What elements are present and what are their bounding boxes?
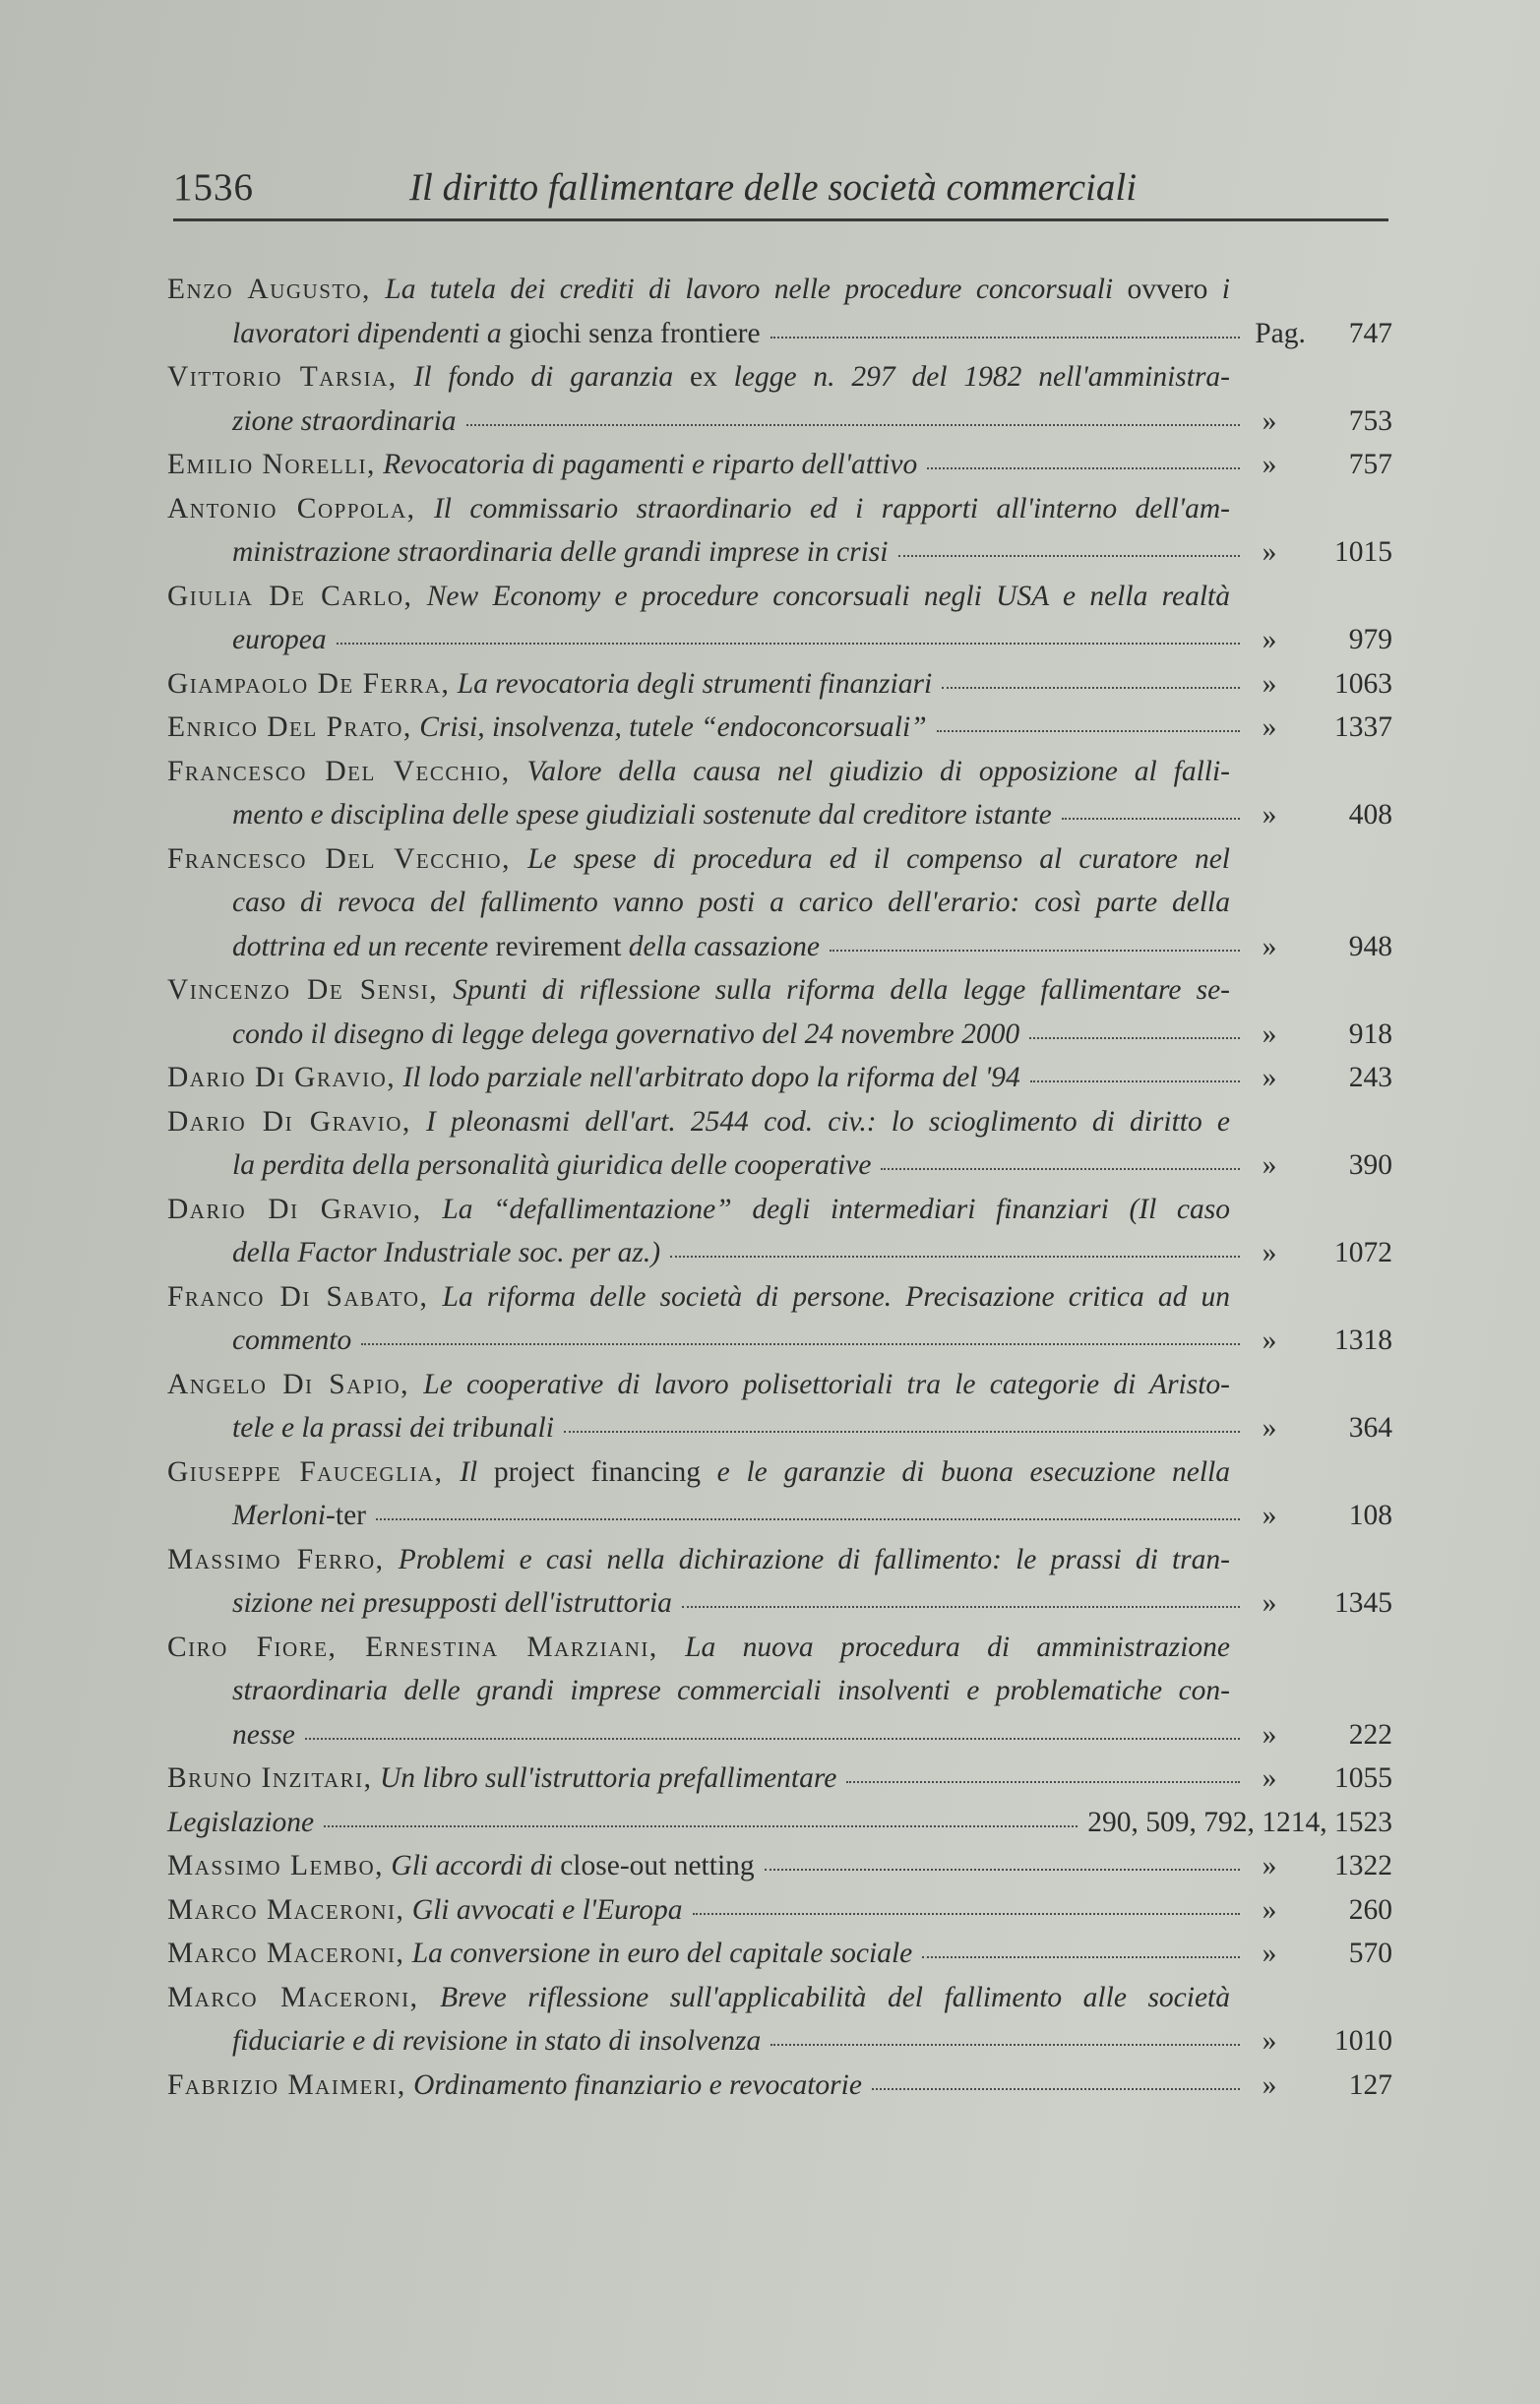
toc-entry xyxy=(167,1100,1392,1188)
page-header xyxy=(173,159,1388,216)
entry-title-segment: Legislazione xyxy=(167,1806,315,1838)
entry-author: Franco Di Sabato, xyxy=(167,1280,429,1313)
toc-entry xyxy=(167,1275,1392,1363)
entry-author: Fabrizio Maimeri, xyxy=(167,2068,406,2101)
entry-title-segment: La “defallimentazione” degli intermediari finanziari (Il caso xyxy=(442,1193,1231,1225)
entry-title-segment: project financing xyxy=(477,1455,717,1488)
entry-title-segment: La riforma delle società di persone. Precisazione critica ad un xyxy=(442,1280,1231,1313)
page-marker: » xyxy=(1262,1850,1277,1881)
page-marker: Pag. xyxy=(1255,317,1306,349)
entry-title-segment: Il fondo di garanzia xyxy=(413,361,674,393)
entry-author: Enzo Augusto, xyxy=(167,274,371,305)
entry-title-segment: Le cooperative di lavoro polisettoriali tra le categorie di Aristo- xyxy=(423,1368,1230,1400)
dot-leader xyxy=(922,1956,1240,1958)
page-reference: 1015 xyxy=(1334,536,1392,568)
page-marker: » xyxy=(1262,536,1277,568)
page-reference: 1318 xyxy=(1334,1325,1392,1356)
page-marker: » xyxy=(1262,799,1277,831)
page-marker: » xyxy=(1262,1718,1277,1751)
page-reference: 408 xyxy=(1348,799,1392,831)
running-title: Il diritto fallimentare delle società commerciali xyxy=(409,166,1138,209)
entry-title-segment: la perdita della personalità giuridica delle cooperative xyxy=(232,1149,872,1181)
toc-entry xyxy=(167,1450,1392,1538)
table-of-contents xyxy=(167,268,1392,2107)
entry-title-segment: sizione nei presupposti dell'istruttoria xyxy=(232,1587,672,1619)
dot-leader xyxy=(324,1825,1078,1827)
entry-title-segment: caso di revoca del fallimento vanno posti a carico dell'erario: così parte della xyxy=(232,887,1230,918)
entry-title-segment: I pleonasmi dell'art. 2544 cod. civ.: lo scioglimento di diritto e xyxy=(425,1105,1231,1138)
entry-title-segment: Le spese di procedura ed il compenso al curatore nel xyxy=(527,842,1231,875)
toc-entry xyxy=(167,1056,1392,1100)
toc-entry xyxy=(167,1626,1392,1757)
page-marker: » xyxy=(1262,667,1277,700)
page-reference: 753 xyxy=(1348,404,1392,437)
toc-entry xyxy=(167,1801,1392,1845)
entry-title-segment: legge n. 297 del 1982 nell'amministra- xyxy=(733,361,1231,393)
page-marker: » xyxy=(1262,1893,1277,1926)
page-marker: » xyxy=(1262,1587,1277,1619)
dot-leader xyxy=(765,1869,1240,1871)
entry-title-segment: dottrina ed un recente xyxy=(232,930,496,962)
entry-title-segment: europea xyxy=(232,624,327,655)
entry-title-segment: La conversione in euro del capitale sociale xyxy=(411,1938,913,1969)
toc-entry xyxy=(167,355,1392,443)
dot-leader xyxy=(1029,1037,1240,1039)
page-marker: » xyxy=(1262,1938,1277,1969)
entry-author: Angelo Di Sapio, xyxy=(167,1368,410,1400)
entry-title-segment: Ordinamento finanziario e revocatorie xyxy=(413,2068,862,2101)
toc-entry xyxy=(167,706,1392,750)
dot-leader xyxy=(830,950,1240,952)
entry-title-segment: ter xyxy=(335,1500,366,1531)
entry-title-segment: nesse xyxy=(232,1718,295,1751)
entry-author: Enrico Del Prato, xyxy=(167,711,412,743)
entry-title-segment: fiduciarie e di revisione in stato di insolvenza xyxy=(232,2025,762,2057)
toc-entry xyxy=(167,2064,1392,2108)
entry-title-segment: Valore della causa nel giudizio di opposizione al falli- xyxy=(526,755,1231,787)
entry-title-segment: Revocatoria di pagamenti e riparto dell'attivo xyxy=(383,449,918,480)
entry-author: Massimo Lembo, xyxy=(167,1850,385,1881)
page-reference: 290, 509, 792, 1214, 1523 xyxy=(1087,1806,1392,1838)
entry-title-segment: La nuova procedura di amministrazione xyxy=(685,1631,1231,1663)
toc-entry xyxy=(167,750,1392,837)
dot-leader xyxy=(564,1431,1240,1433)
entry-author: Francesco Del Vecchio, xyxy=(167,842,511,875)
entry-author: Marco Maceroni, xyxy=(167,1893,405,1926)
entry-title-segment: ovvero xyxy=(1113,274,1222,305)
page-marker: » xyxy=(1262,1500,1277,1531)
dot-leader xyxy=(361,1343,1240,1345)
header-rule xyxy=(173,218,1388,221)
entry-author: Vittorio Tarsia, xyxy=(167,361,398,393)
entry-author: Bruno Inzitari, xyxy=(167,1762,373,1794)
entry-title-segment: della cassazione xyxy=(621,930,820,962)
entry-title-segment: Crisi, insolvenza, tutele “endoconcorsuali” xyxy=(419,711,927,743)
entry-author: Marco Maceroni, xyxy=(167,1981,419,2013)
page-number: 1536 xyxy=(173,166,254,209)
dot-leader xyxy=(770,2044,1240,2046)
entry-author: Marco Maceroni, xyxy=(167,1938,405,1969)
page-reference: 747 xyxy=(1348,317,1392,349)
page-marker: » xyxy=(1262,711,1277,743)
dot-leader xyxy=(898,555,1241,557)
entry-title-segment: commento xyxy=(232,1325,352,1356)
page-reference: 243 xyxy=(1348,1062,1392,1093)
entry-title-segment: Merloni- xyxy=(232,1500,336,1531)
entry-title-segment: Il lodo parziale nell'arbitrato dopo la riforma del '94 xyxy=(402,1062,1020,1093)
entry-title-segment: zione straordinaria xyxy=(232,404,457,437)
page-reference: 108 xyxy=(1348,1500,1392,1531)
entry-title-segment: straordinaria delle grandi imprese commerciali insolventi e problematiche con- xyxy=(232,1675,1230,1706)
entry-title-segment: tele e la prassi dei tribunali xyxy=(232,1412,554,1444)
dot-leader xyxy=(337,643,1240,645)
toc-entry xyxy=(167,1976,1392,2064)
page-reference: 222 xyxy=(1348,1718,1392,1751)
page-reference: 1010 xyxy=(1334,2025,1392,2057)
entry-title-segment: close-out netting xyxy=(552,1850,755,1881)
entry-title-segment: Breve riflessione sull'applicabilità del fallimento alle società xyxy=(440,1981,1231,2013)
entry-author: Antonio Coppola, xyxy=(167,492,416,524)
entry-title-segment: giochi senza frontiere xyxy=(501,317,761,349)
page-reference: 390 xyxy=(1348,1149,1392,1181)
toc-entry xyxy=(167,1932,1392,1976)
entry-title-segment: Gli avvocati e l'Europa xyxy=(411,1893,683,1926)
dot-leader xyxy=(942,687,1240,689)
entry-title-segment: revirement xyxy=(495,930,622,962)
entry-title-segment: Problemi e casi nella dichirazione di fallimento: le prassi di tran- xyxy=(398,1543,1230,1575)
dot-leader xyxy=(466,424,1240,426)
toc-entry xyxy=(167,968,1392,1056)
page-marker: » xyxy=(1262,930,1277,962)
entry-title-segment: Il xyxy=(460,1455,478,1488)
toc-entry xyxy=(167,1888,1392,1933)
page-marker: » xyxy=(1262,1412,1277,1444)
toc-entry xyxy=(167,1538,1392,1626)
page-reference: 948 xyxy=(1348,930,1392,962)
page-marker: » xyxy=(1262,1062,1277,1093)
toc-entry xyxy=(167,268,1392,355)
toc-entry xyxy=(167,487,1392,575)
page-marker: » xyxy=(1262,1237,1277,1268)
entry-author: Ciro Fiore, Ernestina Marziani, xyxy=(167,1631,658,1663)
entry-author: Massimo Ferro, xyxy=(167,1543,385,1575)
page-marker: » xyxy=(1262,449,1277,480)
dot-leader xyxy=(1030,1080,1240,1082)
page-reference: 1063 xyxy=(1334,667,1392,700)
toc-entry xyxy=(167,1188,1392,1275)
toc-entry xyxy=(167,837,1392,969)
page-reference: 570 xyxy=(1348,1938,1392,1969)
entry-author: Dario Di Gravio, xyxy=(167,1193,422,1225)
page-reference: 918 xyxy=(1348,1017,1392,1050)
toc-entry xyxy=(167,662,1392,707)
dot-leader xyxy=(927,467,1240,469)
dot-leader xyxy=(872,2088,1240,2090)
entry-title-segment: lavoratori dipendenti a xyxy=(232,317,502,349)
entry-title-segment: La revocatoria degli strumenti finanziari xyxy=(457,667,933,700)
entry-author: Emilio Norelli, xyxy=(167,449,376,480)
page-reference: 1055 xyxy=(1334,1762,1392,1794)
entry-author: Dario Di Gravio, xyxy=(167,1105,411,1138)
entry-title-segment: New Economy e procedure concorsuali negli USA e nella realtà xyxy=(426,580,1230,612)
dot-leader xyxy=(693,1913,1240,1915)
entry-author: Giampaolo De Ferra, xyxy=(167,667,451,700)
page-marker: » xyxy=(1262,624,1277,655)
dot-leader xyxy=(937,730,1240,732)
page-reference: 757 xyxy=(1348,449,1392,480)
page-marker: » xyxy=(1262,2068,1277,2101)
entry-title-segment: Un libro sull'istruttoria prefallimentare xyxy=(379,1762,837,1794)
page-marker: » xyxy=(1262,1149,1277,1181)
page-reference: 260 xyxy=(1348,1893,1392,1926)
entry-title-segment: Il commissario straordinario ed i rapporti all'interno dell'am- xyxy=(433,492,1230,524)
page-reference: 127 xyxy=(1348,2068,1392,2101)
toc-entry xyxy=(167,1757,1392,1801)
entry-title-segment: ex xyxy=(673,361,734,393)
dot-leader xyxy=(770,337,1240,339)
dot-leader xyxy=(682,1606,1240,1608)
page-marker: » xyxy=(1262,1325,1277,1356)
page-reference: 1337 xyxy=(1334,711,1392,743)
entry-title-segment: i xyxy=(1221,274,1230,305)
page-reference: 979 xyxy=(1348,624,1392,655)
toc-entry xyxy=(167,1844,1392,1888)
page-reference: 364 xyxy=(1348,1412,1392,1444)
toc-entry xyxy=(167,1363,1392,1450)
entry-author: Giulia De Carlo, xyxy=(167,580,413,612)
page-marker: » xyxy=(1262,2025,1277,2057)
entry-title-segment: La tutela dei crediti di lavoro nelle procedure concorsuali xyxy=(385,274,1114,305)
entry-title-segment: Spunti di riflessione sulla riforma della legge fallimentare se- xyxy=(453,974,1230,1006)
page-reference: 1345 xyxy=(1334,1587,1392,1619)
entry-title-segment: ministrazione straordinaria delle grandi imprese in crisi xyxy=(232,536,889,568)
entry-title-segment: della Factor Industriale soc. per az.) xyxy=(232,1237,661,1268)
entry-author: Francesco Del Vecchio, xyxy=(167,755,511,787)
entry-title-segment: Gli accordi di xyxy=(391,1850,553,1881)
entry-author: Dario Di Gravio, xyxy=(167,1062,397,1093)
entry-title-segment: condo il disegno di legge delega governativo del 24 novembre 2000 xyxy=(232,1017,1020,1050)
toc-entry xyxy=(167,575,1392,662)
page-reference: 1322 xyxy=(1334,1850,1392,1881)
dot-leader xyxy=(1062,818,1240,820)
dot-leader xyxy=(305,1738,1240,1740)
page-marker: » xyxy=(1262,404,1277,437)
entry-author: Vincenzo De Sensi, xyxy=(167,974,439,1006)
page-marker: » xyxy=(1262,1017,1277,1050)
page-reference: 1072 xyxy=(1334,1237,1392,1268)
entry-title-segment: e le garanzie di buona esecuzione nella xyxy=(716,1455,1230,1488)
entry-title-segment: mento e disciplina delle spese giudiziali sostenute dal creditore istante xyxy=(232,799,1052,831)
page-marker: » xyxy=(1262,1762,1277,1794)
dot-leader xyxy=(670,1256,1240,1258)
dot-leader xyxy=(376,1518,1240,1520)
entry-author: Giuseppe Fauceglia, xyxy=(167,1455,444,1488)
dot-leader xyxy=(881,1168,1240,1170)
toc-entry xyxy=(167,443,1392,487)
dot-leader xyxy=(846,1781,1240,1783)
